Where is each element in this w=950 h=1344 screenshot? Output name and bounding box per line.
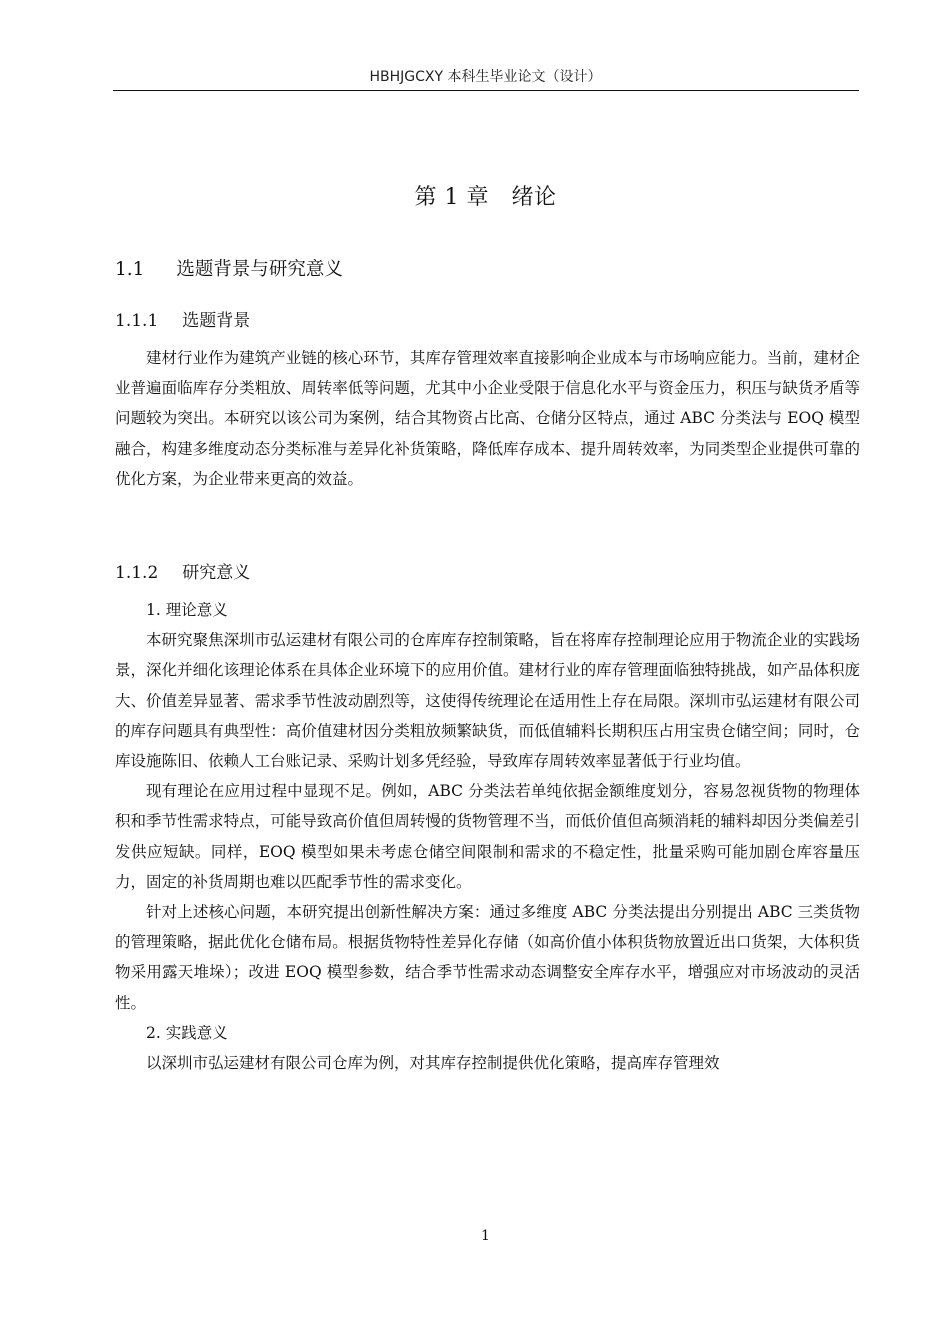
paragraph-practice-1: 以深圳市弘运建材有限公司仓库为例，对其库存控制提供优化策略，提高库存管理效 — [146, 1054, 720, 1073]
section-title: 研究意义 — [182, 563, 251, 583]
running-header: HBHJGCXY 本科生毕业论文（设计） — [369, 69, 602, 85]
section-title: 选题背景 — [182, 311, 251, 331]
paragraph-theory-3: 针对上述核心问题，本研究提出创新性解决方案：通过多维度 ABC 分类法提出分别提出 ABC 三类货物的管理策略，据此优化仓储布局。根据货物特性差异化存储（如高价值小体积货物放置近出口货架，大体积货物采用露天堆垛）；改进 EOQ 模型参数，结合季节性需求动态调整安全库存水平，增强应对市场波动的灵活性。 — [115, 903, 860, 1012]
section-title: 选题背景与研究意义 — [176, 259, 343, 280]
section-heading-1-1-1 — [115, 306, 250, 331]
background-block — [115, 343, 860, 494]
paragraph-background: 建材行业作为建筑产业链的核心环节，其库存管理效率直接影响企业成本与市场响应能力。当前，建材企业普遍面临库存分类粗放、周转率低等问题，尤其中小企业受限于信息化水平与资金压力，积压与缺货矛盾等问题较为突出。本研究以该公司为案例，结合其物资占比高、仓储分区特点，通过 ABC 分类法与 EOQ 模型融合，构建多维度动态分类标准与差异化补货策略，降低库存成本、提升周转效率，为同类型企业提供可靠的优化方案，为企业带来更高的效益。 — [115, 349, 860, 488]
header-rule — [113, 90, 859, 91]
section-heading-1-1 — [115, 255, 343, 281]
section-number: 1.1 — [115, 259, 145, 280]
paragraph-theory-2: 现有理论在应用过程中显现不足。例如，ABC 分类法若单纯依据金额维度划分，容易忽视货物的物理体积和季节性需求特点，可能导致高价值但周转慢的货物管理不当，而低价值但高频消耗的辅料却因分类偏差引发供应短缺。同样，EOQ 模型如果未考虑仓储空间限制和需求的不稳定性，批量采购可能加剧仓库容量压力，固定的补货周期也难以匹配季节性的需求变化。 — [115, 782, 860, 891]
page-number: 1 — [481, 1228, 490, 1244]
section-number: 1.1.1 — [115, 311, 159, 331]
subheading-theory: 1. 理论意义 — [146, 601, 228, 619]
chapter-title: 第 1 章 绪论 — [414, 185, 557, 210]
subheading-practice: 2. 实践意义 — [146, 1023, 228, 1042]
section-heading-1-1-2 — [115, 558, 250, 583]
significance-block — [115, 595, 860, 1078]
paragraph-theory-1: 本研究聚焦深圳市弘运建材有限公司的仓库库存控制策略，旨在将库存控制理论应用于物流企业的实践场景，深化并细化该理论体系在具体企业环境下的应用价值。建材行业的库存管理面临独特挑战，如产品体积庞大、价值差异显著、需求季节性波动剧烈等，这使得传统理论在适用性上存在局限。深圳市弘运建材有限公司的库存问题具有典型性：高价值建材因分类粗放频繁缺货，而低值辅料长期积压占用宝贵仓储空间；同时，仓库设施陈旧、依赖人工台账记录、采购计划多凭经验，导致库存周转效率显著低于行业均值。 — [115, 631, 860, 771]
section-number: 1.1.2 — [115, 563, 159, 583]
